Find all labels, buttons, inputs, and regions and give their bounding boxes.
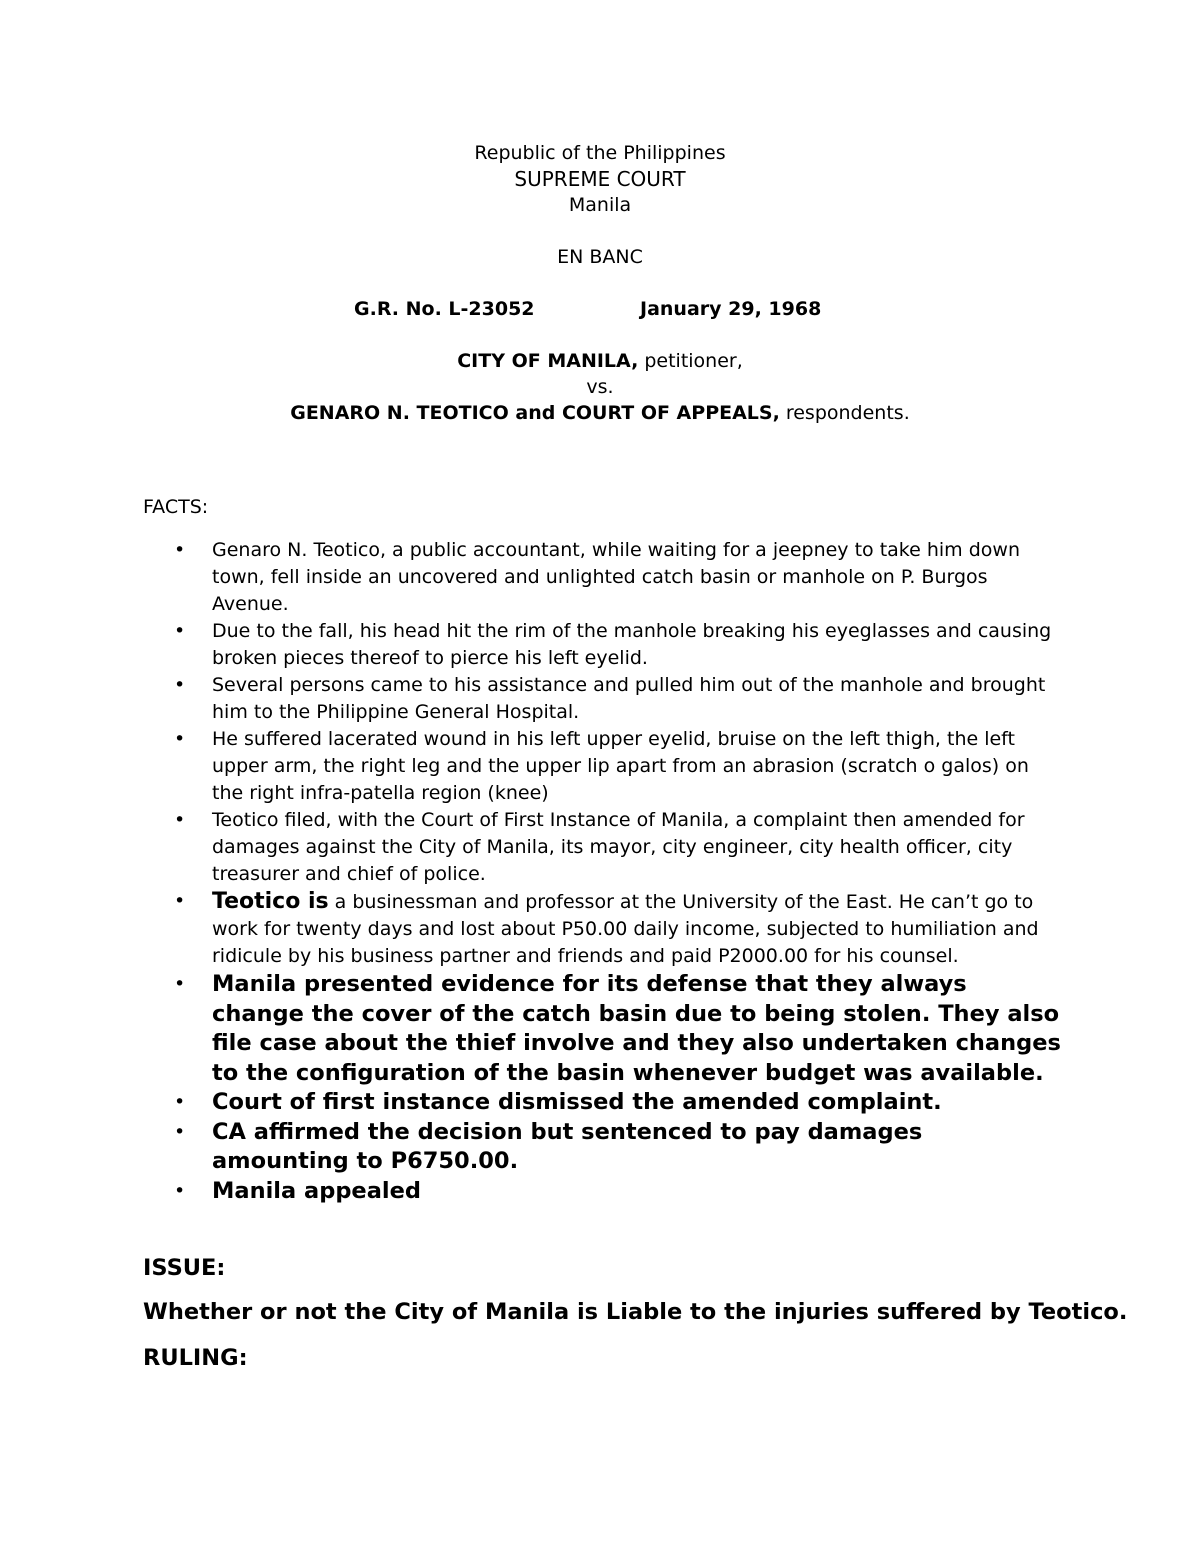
list-item (143, 888, 1063, 970)
republic-line: Republic of the Philippines (474, 142, 726, 164)
versus: vs. (586, 376, 614, 398)
ruling-heading: RULING: (143, 1345, 248, 1371)
list-item (143, 970, 1063, 1088)
facts-list (143, 537, 1063, 1206)
court-city: Manila (568, 194, 632, 216)
decision-date: January 29, 1968 (640, 298, 822, 320)
list-item (143, 726, 1063, 807)
fact-text: Several persons came to his assistance and pulled him out of the manhole and brought him to the Philippine General Hospital. (212, 674, 1046, 723)
list-item (143, 672, 1063, 726)
respondents-role: respondents. (779, 402, 910, 424)
list-item (143, 1088, 1063, 1118)
fact-lead: Teotico is (212, 889, 329, 914)
list-item (143, 618, 1063, 672)
bullet-icon: • (174, 1120, 186, 1143)
fact-text: Due to the fall, his head hit the rim of the manhole breaking his eyeglasses and causing broken pieces thereof to pierce his left eyelid. (212, 620, 1052, 669)
respondents-name: GENARO N. TEOTICO and COURT OF APPEALS, (290, 402, 780, 424)
bullet-icon: • (174, 728, 186, 750)
fact-text: Teotico filed, with the Court of First Instance of Manila, a complaint then amended for damages against the City of Manila, its mayor, city engineer, city health officer, city treasurer and chief of police. (212, 809, 1025, 885)
list-item (143, 807, 1063, 888)
bullet-icon: • (174, 539, 186, 561)
fact-text: Court of first instance dismissed the amended complaint. (212, 1089, 942, 1115)
fact-text: He suffered lacerated wound in his left upper eyelid, bruise on the left thigh, the left upper arm, the right leg and the upper lip apart from an abrasion (scratch o galos) on the right infra-patella region (knee) (212, 728, 1029, 804)
respondents-line (0, 400, 1200, 426)
petitioner-name: CITY OF MANILA, (457, 350, 639, 372)
bullet-icon: • (174, 1091, 186, 1113)
petitioner-role: petitioner, (638, 350, 743, 372)
facts-heading: FACTS: (143, 496, 209, 518)
list-item (143, 1177, 1063, 1207)
bullet-icon: • (174, 973, 186, 995)
issue-text: Whether or not the City of Manila is Liable to the injuries suffered by Teotico. (143, 1299, 1128, 1325)
bullet-icon: • (174, 674, 186, 696)
fact-text: Manila appealed (212, 1177, 421, 1204)
issue-heading: ISSUE: (143, 1255, 226, 1281)
fact-text: Manila presented evidence for its defense that they always change the cover of the catch basin due to being stolen. They also file case about the thief involve and they also undertaken changes to the configuration of the basin whenever budget was available. (212, 971, 1061, 1086)
division: EN BANC (557, 246, 643, 268)
petitioner-line (0, 348, 1200, 374)
fact-text: a businessman and professor at the University of the East. He can’t go to work for twenty days and lost about P50.00 daily income, subjected to humiliation and ridicule by his business partner and friends and paid P2000.00 for his counsel. (212, 891, 1039, 967)
list-item (143, 537, 1063, 618)
bullet-icon: • (174, 890, 186, 912)
bullet-icon: • (174, 1179, 186, 1202)
bullet-icon: • (174, 620, 186, 642)
court-name: SUPREME COURT (514, 167, 686, 191)
list-item (143, 1118, 1063, 1177)
bullet-icon: • (174, 809, 186, 831)
fact-text: Genaro N. Teotico, a public accountant, while waiting for a jeepney to take him down town, fell inside an uncovered and unlighted catch basin or manhole on P. Burgos Avenue. (212, 539, 1020, 615)
fact-text: CA affirmed the decision but sentenced to pay damages amounting to P6750.00. (212, 1118, 923, 1174)
gr-number: G.R. No. L-23052 (354, 298, 535, 320)
